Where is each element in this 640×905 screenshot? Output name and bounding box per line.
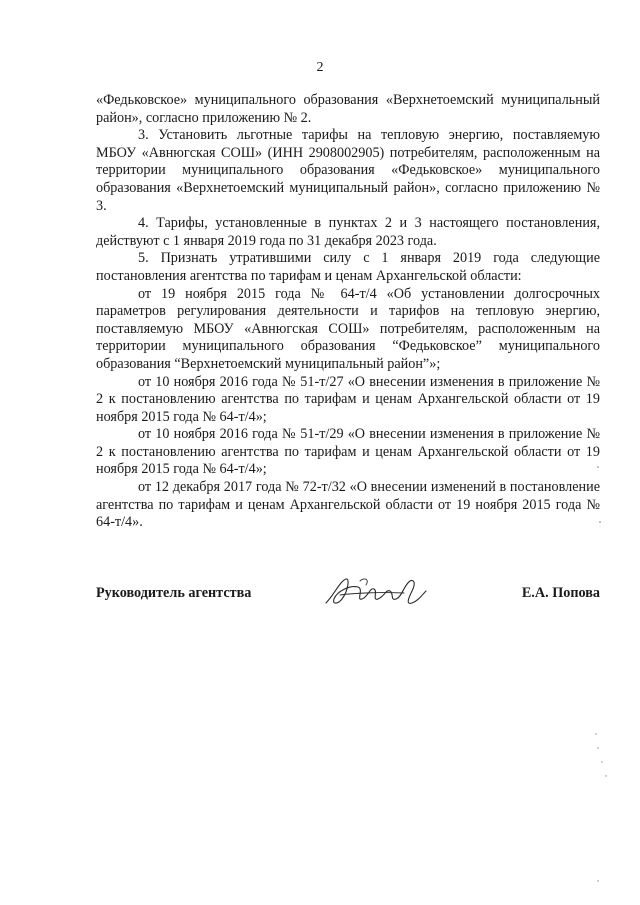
paragraph-repealed-2: от 10 ноября 2016 года № 51-т/27 «О внесении изменения в приложение № 2 к постановлению агентства по тарифам и ценам Архангельской области от 19 ноября 2015 года № 64-т/4»; [96,373,600,425]
paragraph-item-4: 4. Тарифы, установленные в пунктах 2 и 3 настоящего постановления, действуют с 1 января 2019 года по 31 декабря 2023 года. [96,215,600,249]
paragraph-repealed-1: от 19 ноября 2015 года № 64-т/4 «Об установлении долгосрочных параметров регулирования деятельности и тарифов на тепловую энергию, поставляемую МБОУ «Авнюгская СОШ» потребителям, расположенным на территории муниципального образования “Федьковское” муниципального образования “Верхнетоемский муниципальный район”»; [96,285,600,372]
page-number: 2 [316,60,324,75]
signatory-name: Е.А. Попова [521,585,600,601]
document-body [96,92,600,532]
paragraph-repealed-4: от 12 декабря 2017 года № 72-т/32 «О внесении изменений в постановление агентства по тарифам и ценам Архангельской области от 19 ноября 2015 года № 64-т/4». [96,479,600,531]
paragraph-item-3: 3. Установить льготные тарифы на тепловую энергию, поставляемую МБОУ «Авнюгская СОШ» (ИНН 2908002905) потребителям, расположенным на территории муниципального образования «Федьковское» муниципального образования «Верхнетоемский муниципальный район», согласно приложению № 3. [96,127,600,214]
signatory-title: Руководитель агентства [96,585,252,601]
handwritten-signature [320,573,430,609]
paragraph-continuation: «Федьковское» муниципального образования «Верхнетоемский муниципальный район», согласно приложению № 2. [96,92,600,126]
paragraph-item-5: 5. Признать утратившими силу с 1 января 2019 года следующие постановления агентства по тарифам и ценам Архангельской области: [96,250,600,284]
signature-block [96,573,600,613]
paragraph-repealed-3: от 10 ноября 2016 года № 51-т/29 «О внесении изменения в приложение № 2 к постановлению агентства по тарифам и ценам Архангельской области от 19 ноября 2015 года № 64-т/4»; [96,426,600,478]
